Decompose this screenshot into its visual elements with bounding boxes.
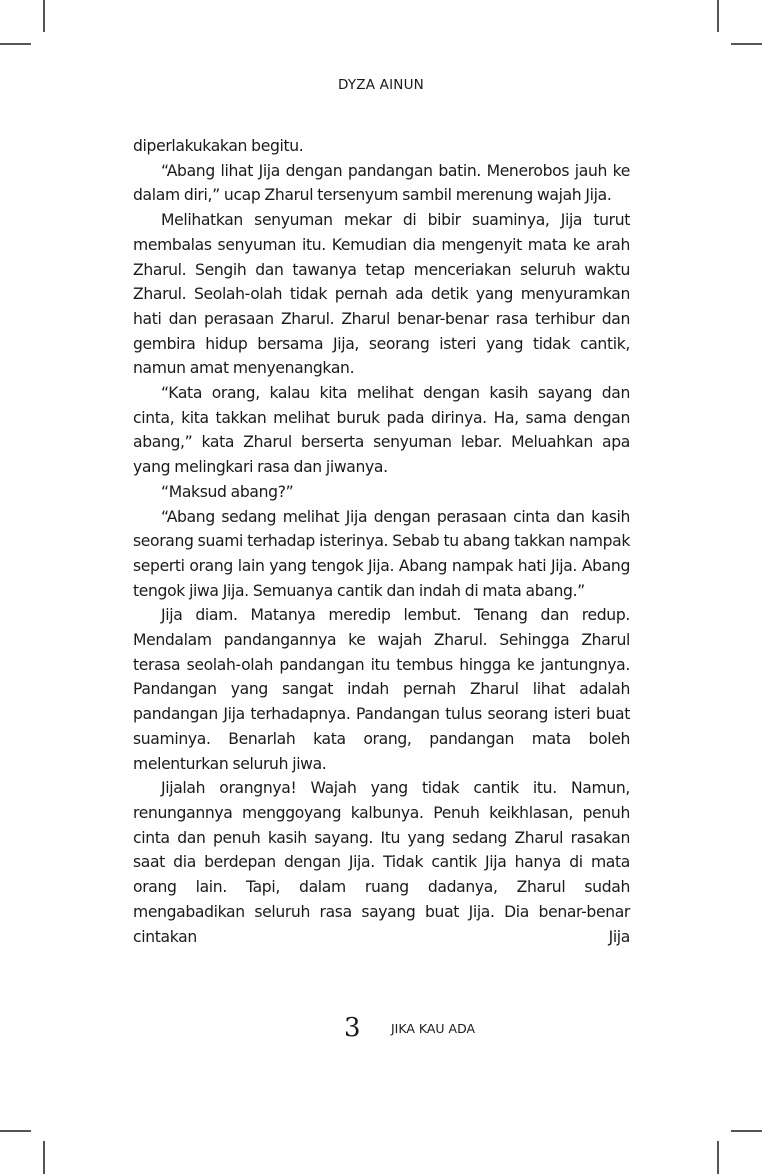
crop-mark-top-right-vertical	[717, 0, 719, 32]
crop-mark-bottom-right-horizontal	[731, 1130, 762, 1132]
crop-mark-top-right-horizontal	[731, 43, 762, 45]
crop-mark-bottom-left-horizontal	[0, 1130, 31, 1132]
crop-mark-top-left-vertical	[43, 0, 45, 32]
paragraph: diperlakukakan begitu.	[133, 137, 304, 155]
paragraph: Jija diam. Matanya meredip lembut. Tenang dan redup. Mendalam pandangannya ke wajah Zharul. Sehingga Zharul terasa seolah-olah pandangan itu tembus hingga ke jantungnya. Pandangan yang sangat indah pernah Zharul lihat adalah pandangan Jija terhadapnya. Pandangan tulus seorang isteri buat suaminya. Benarlah kata orang, pandangan mata boleh melenturkan seluruh jiwa.	[133, 606, 630, 773]
crop-mark-top-left-horizontal	[0, 43, 31, 45]
page-number: 3	[344, 1013, 361, 1043]
body-text	[133, 134, 630, 949]
paragraph: “Maksud abang?”	[161, 482, 294, 501]
paragraph: Jijalah orangnya! Wajah yang tidak cantik itu. Namun, renungannya menggoyang kalbunya. Penuh keikhlasan, penuh cinta dan penuh kasih sayang. Itu yang sedang Zharul rasakan saat dia berdepan dengan Jija. Tidak cantik Jija hanya di mata orang lain. Tapi, dalam ruang dadanya, Zharul sudah mengabadikan seluruh rasa sayang buat Jija. Dia benar-benar cintakan Jija	[133, 779, 630, 946]
running-foot-book-title: JIKA KAU ADA	[391, 1021, 476, 1036]
page-footer	[0, 1013, 762, 1043]
paragraph: “Kata orang, kalau kita melihat dengan kasih sayang dan cinta, kita takkan melihat buruk pada dirinya. Ha, sama dengan abang,” kata Zharul berserta senyuman lebar. Meluahkan apa yang melingkari rasa dan jiwanya.	[133, 384, 630, 477]
crop-mark-bottom-right-vertical	[717, 1141, 719, 1174]
paragraph: “Abang sedang melihat Jija dengan perasaan cinta dan kasih seorang suami terhadap isterinya. Sebab tu abang takkan nampak seperti orang lain yang tengok Jija. Abang nampak hati Jija. Abang tengok jiwa Jija. Semuanya cantik dan indah di mata abang.”	[133, 507, 630, 600]
paragraph: “Abang lihat Jija dengan pandangan batin. Menerobos jauh ke dalam diri,” ucap Zharul tersenyum sambil merenung wajah Jija.	[133, 161, 630, 205]
paragraph: Melihatkan senyuman mekar di bibir suaminya, Jija turut membalas senyuman itu. Kemudian dia mengenyit mata ke arah Zharul. Sengih dan tawanya tetap menceriakan seluruh waktu Zharul. Seolah-olah tidak pernah ada detik yang menyuramkan hati dan perasaan Zharul. Zharul benar-benar rasa terhibur dan gembira hidup bersama Jija, seorang isteri yang tidak cantik, namun amat menyenangkan.	[133, 211, 630, 378]
crop-mark-bottom-left-vertical	[43, 1141, 45, 1174]
running-head-author: DYZA AINUN	[338, 77, 424, 93]
